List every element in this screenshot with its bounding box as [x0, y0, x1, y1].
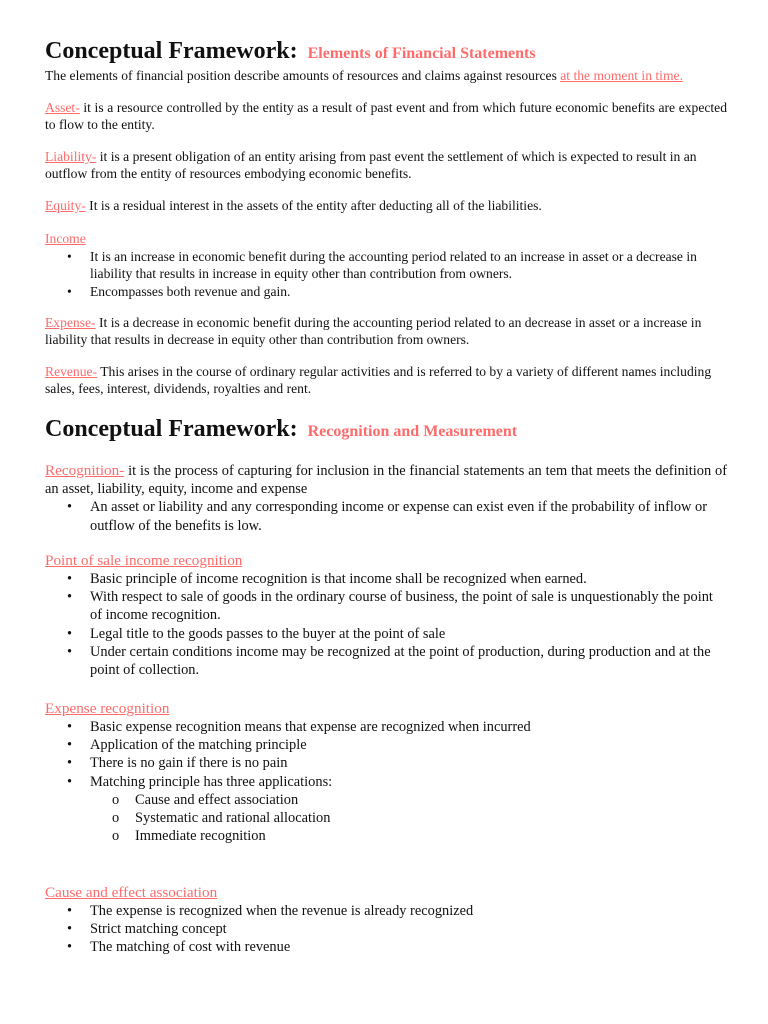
recognition-term: Recognition- — [45, 462, 125, 479]
equity-text: It is a residual interest in the assets of the entity after deducting all of the liabilities. — [85, 198, 542, 213]
revenue-definition — [45, 363, 727, 397]
intro-text: The elements of financial position describe amounts of resources and claims against resources — [45, 68, 561, 83]
list-item: • Matching principle has three applications: — [45, 773, 727, 791]
cause-effect-list — [45, 902, 727, 957]
income-definition — [45, 230, 727, 300]
list-item: • Basic expense recognition means that expense are recognized when incurred — [45, 718, 727, 736]
list-item: o Cause and effect association — [90, 791, 727, 809]
list-item: • Under certain conditions income may be recognized at the point of production, during production and at the point of collection. — [45, 643, 727, 679]
asset-term: Asset- — [45, 100, 80, 115]
list-item: • Strict matching concept — [45, 920, 727, 938]
equity-term: Equity- — [45, 198, 86, 213]
asset-text: it is a resource controlled by the entity as a result of past event and from which future economic benefits are expected to flow to the entity. — [45, 100, 727, 132]
heading-main: Conceptual Framework: — [45, 416, 298, 442]
point-of-sale-list — [45, 570, 727, 679]
point-of-sale-heading: Point of sale income recognition — [45, 552, 243, 569]
list-item: o Systematic and rational allocation — [90, 809, 727, 827]
asset-definition — [45, 99, 727, 133]
list-item: • An asset or liability and any corresponding income or expense can exist even if the probability of inflow or outflow of the benefits is low. — [45, 498, 727, 534]
cause-effect-section — [45, 884, 727, 957]
heading-subtitle: Recognition and Measurement — [307, 423, 518, 440]
expense-recognition-heading: Expense recognition — [45, 700, 170, 717]
liability-definition — [45, 148, 727, 182]
point-of-sale-section — [45, 552, 727, 679]
section-title-elements — [45, 37, 727, 68]
income-term: Income — [45, 231, 86, 246]
section-title-recognition — [45, 415, 727, 446]
income-list — [45, 247, 727, 300]
list-item: o Immediate recognition — [90, 827, 727, 845]
list-item: • With respect to sale of goods in the ordinary course of business, the point of sale is unquestionably the point of income recognition. — [45, 588, 727, 624]
list-item: • Basic principle of income recognition is that income shall be recognized when earned. — [45, 570, 727, 588]
equity-definition — [45, 197, 727, 214]
intro-highlight: at the moment in time. — [560, 68, 683, 83]
list-item: • Legal title to the goods passes to the buyer at the point of sale — [45, 625, 727, 643]
expense-recognition-section — [45, 700, 727, 845]
intro-paragraph — [45, 67, 727, 84]
liability-text: it is a present obligation of an entity arising from past event the settlement of which is expected to result in an outflow from the entity of resources embodying economic benefits. — [45, 149, 697, 181]
list-item: • The matching of cost with revenue — [45, 938, 727, 956]
expense-definition — [45, 314, 727, 348]
cause-effect-heading: Cause and effect association — [45, 884, 218, 901]
list-item: • It is an increase in economic benefit during the accounting period related to an increase in asset or a decrease in liability that results in increase in equity other than contribution from owners. — [45, 248, 727, 282]
recognition-definition — [45, 462, 727, 535]
recognition-list — [45, 498, 727, 534]
list-item: • Encompasses both revenue and gain. — [45, 283, 727, 300]
expense-text: It is a decrease in economic benefit during the accounting period related to an decrease in asset or a increase in liability that results in decrease in equity other than contribution from owners. — [45, 315, 702, 347]
list-item: • Application of the matching principle — [45, 736, 727, 754]
heading-main: Conceptual Framework: — [45, 38, 298, 64]
recognition-text: it is the process of capturing for inclusion in the financial statements an tem that meets the definition of an asset, liability, equity, income and expense — [45, 463, 727, 498]
revenue-term: Revenue- — [45, 364, 98, 379]
revenue-text: This arises in the course of ordinary regular activities and is referred to by a variety of different names including sales, fees, interest, dividends, royalties and rent. — [45, 364, 712, 396]
list-item: • The expense is recognized when the revenue is already recognized — [45, 902, 727, 920]
expense-recognition-list — [45, 718, 727, 791]
list-item: • There is no gain if there is no pain — [45, 754, 727, 772]
expense-term: Expense- — [45, 315, 96, 330]
matching-applications-list — [90, 791, 727, 846]
heading-subtitle: Elements of Financial Statements — [307, 45, 536, 62]
liability-term: Liability- — [45, 149, 97, 164]
